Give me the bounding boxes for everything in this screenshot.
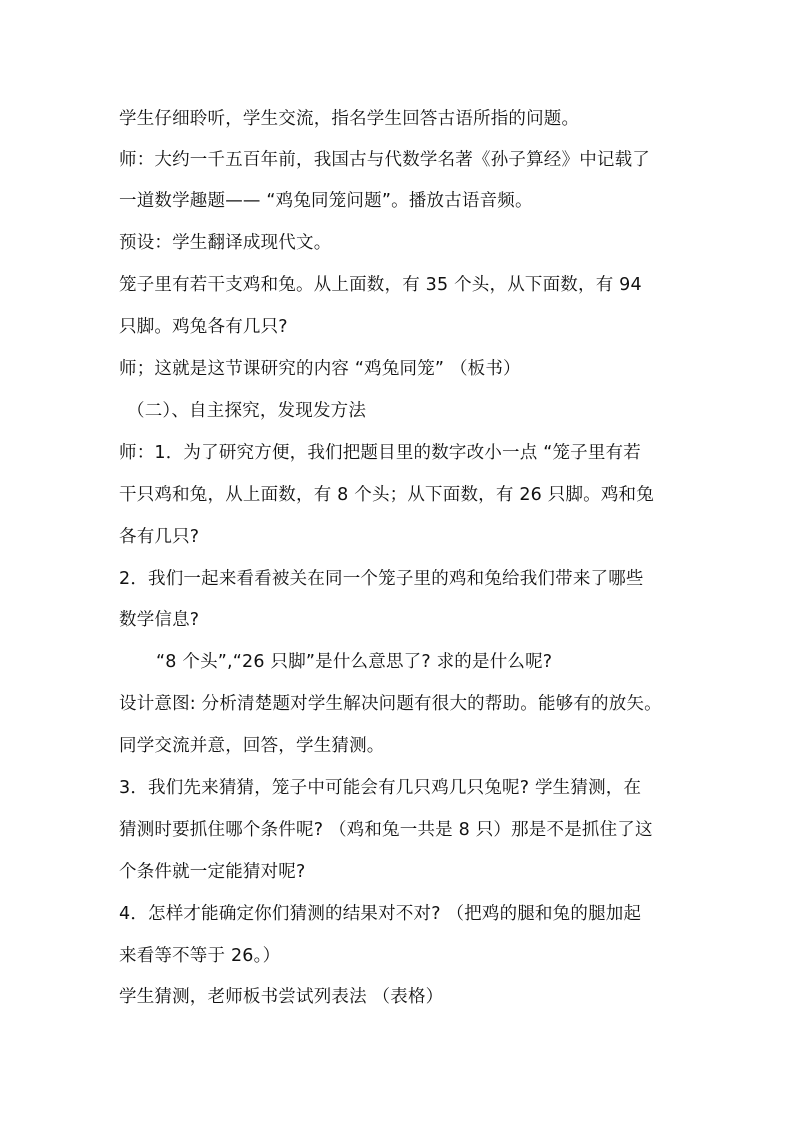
text-line-15: 设计意图: 分析清楚题对学生解决问题有很大的帮助。能够有的放矢。	[119, 694, 662, 714]
text-line-14: “8 个头”,“26 只脚”是什么意思了? 求的是什么呢?	[156, 652, 553, 672]
text-line-4: 预设：学生翻译成现代文。	[119, 233, 332, 253]
text-line-2: 师：大约一千五百年前，我国古与代数学名著《孙子算经》中记载了	[119, 150, 650, 170]
text-line-18: 猜测时要抓住哪个条件呢? （鸡和兔一共是 8 只）那是不是抓住了这	[119, 820, 653, 840]
text-line-13: 数学信息?	[119, 610, 200, 630]
text-line-16: 同学交流并意，回答，学生猜测。	[119, 736, 385, 756]
text-line-19: 个条件就一定能猜对呢?	[119, 862, 306, 882]
text-line-22: 学生猜测，老师板书尝试列表法 （表格）	[119, 987, 444, 1007]
text-line-11: 各有几只?	[119, 527, 200, 547]
text-line-9: 师：1．为了研究方便，我们把题目里的数字改小一点 “笼子里有若	[119, 443, 641, 463]
text-line-12: 2．我们一起来看看被关在同一个笼子里的鸡和兔给我们带来了哪些	[119, 569, 644, 589]
text-line-21: 来看等不等于 26。）	[119, 946, 281, 966]
text-line-3: 一道数学趣题—— “鸡兔同笼问题”。播放古语音频。	[119, 191, 533, 211]
section-heading: （二）、自主探究，发现发方法	[127, 401, 367, 421]
text-line-1: 学生仔细聆听，学生交流，指名学生回答古语所指的问题。	[119, 109, 580, 129]
text-line-20: 4．怎样才能确定你们猜测的结果对不对? （把鸡的腿和兔的腿加起	[119, 904, 642, 924]
text-line-6: 只脚。鸡兔各有几只?	[119, 317, 288, 337]
text-line-5: 笼子里有若干支鸡和兔。从上面数，有 35 个头，从下面数，有 94	[119, 275, 642, 295]
text-line-10: 干只鸡和兔，从上面数，有 8 个头；从下面数，有 26 只脚。鸡和兔	[119, 485, 654, 505]
text-line-7: 师；这就是这节课研究的内容 “鸡兔同笼” （板书）	[119, 359, 521, 379]
text-line-17: 3．我们先来猜猜，笼子中可能会有几只鸡几只兔呢? 学生猜测，在	[119, 778, 642, 798]
